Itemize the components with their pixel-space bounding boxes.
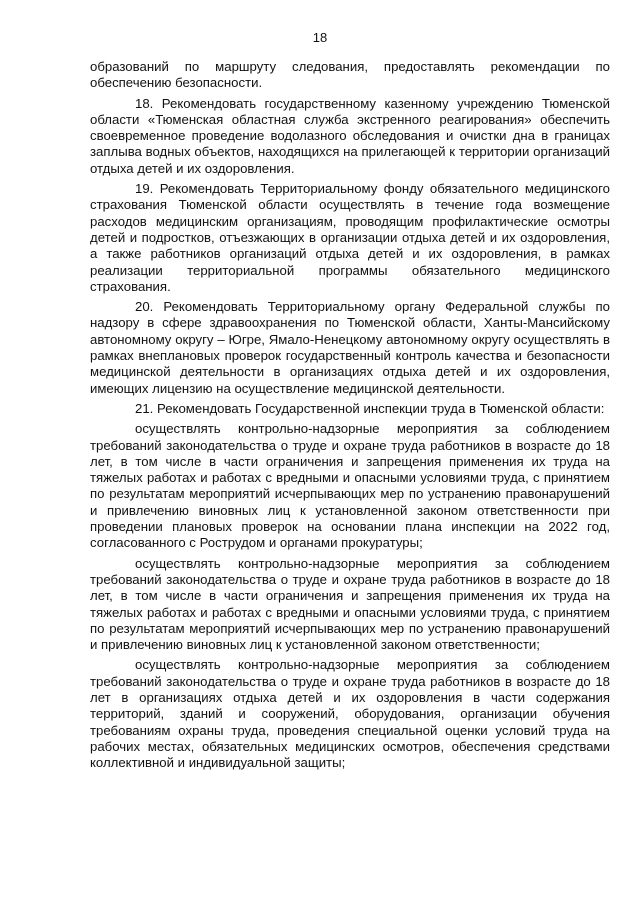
paragraph-item-21-sub-2: осуществлять контрольно-надзорные мероприятия за соблюдением требований законодательства о труде и охране труда работников в возрасте до 18 лет, в том числе в части ограничения и запрещения применения их труда на тяжелых работах и работах с вредными и опасными условиями труда, с принятием по результатам мероприятий исчерпывающих мер по устранению правонарушений и привлечению виновных лиц к установленной законом ответственности; [90, 555, 610, 653]
paragraph-item-21-sub-1: осуществлять контрольно-надзорные мероприятия за соблюдением требований законодательства о труде и охране труда работников в возрасте до 18 лет, в том числе в части ограничения и запрещения применения их труда на тяжелых работах и работах с вредными и опасными условиями труда, с принятием по результатам мероприятий исчерпывающих мер по устранению правонарушений и привлечению виновных лиц к установленной законом ответственности при проведении плановых проверок на основании плана инспекции на 2022 год, согласованного с Рострудом и органами прокуратуры; [90, 421, 610, 551]
paragraph-item-18: 18. Рекомендовать государственному казенному учреждению Тюменской области «Тюменская областная служба экстренного реагирования» обеспечить своевременное проведение водолазного обследования и очистки дна в границах заплыва водных объектов, находящихся на прилегающей к территории организаций отдыха детей и их оздоровления. [90, 95, 610, 176]
document-body [90, 59, 610, 775]
page-number: 18 [312, 30, 328, 45]
paragraph-item-19: 19. Рекомендовать Территориальному фонду обязательного медицинского страхования Тюменской области осуществлять в течение года возмещение расходов медицинским организациям, проводящим профилактические осмотры детей и подростков, отъезжающих в организации отдыха детей и их оздоровления, а также работников организаций отдыха детей и их оздоровления, в рамках реализации территориальной программы обязательного медицинского страхования. [90, 181, 610, 294]
paragraph-item-21: 21. Рекомендовать Государственной инспекции труда в Тюменской области: [135, 400, 605, 416]
paragraph-continuation: образований по маршруту следования, предоставлять рекомендации по обеспечению безопасности. [90, 59, 610, 91]
paragraph-item-21-sub-3: осуществлять контрольно-надзорные мероприятия за соблюдением требований законодательства о труде и охране труда работников в возрасте до 18 лет в организациях отдыха детей и их оздоровления в части содержания территорий, зданий и сооружений, оборудования, организации обучения требованиям охраны труда, проведения специальной оценки условий труда на рабочих местах, обязательных медицинских осмотров, обеспечения средствами коллективной и индивидуальной защиты; [90, 657, 610, 771]
paragraph-item-20: 20. Рекомендовать Территориальному органу Федеральной службы по надзору в сфере здравоохранения по Тюменской области, Ханты-Мансийскому автономному округу – Югре, Ямало-Ненецкому автономному округу осуществлять в рамках внеплановых проверок государственный контроль качества и безопасности медицинской деятельности в организациях отдыха детей и их оздоровления, имеющих лицензию на осуществление медицинской деятельности. [90, 299, 610, 396]
